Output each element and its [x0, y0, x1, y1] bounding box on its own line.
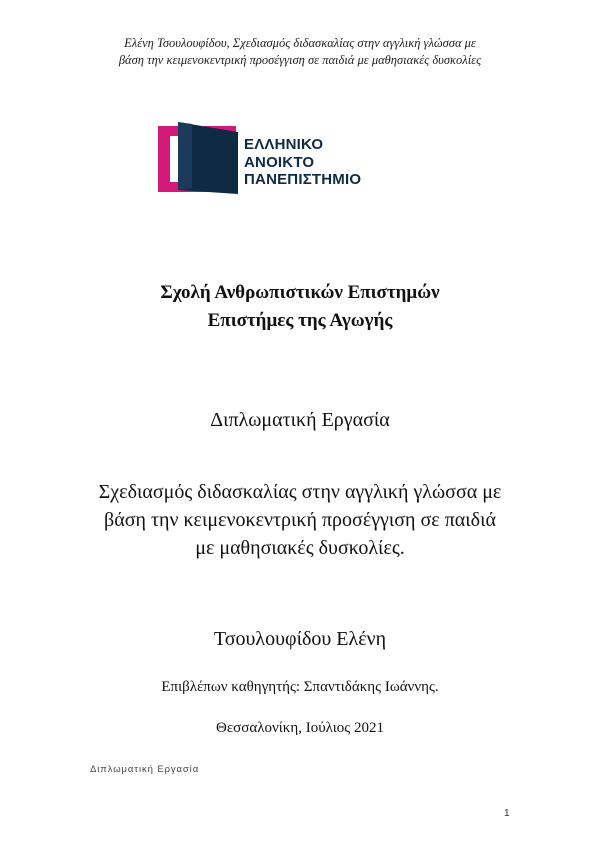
thesis-title-line-3: με μαθησιακές δυσκολίες.: [195, 537, 405, 559]
running-header: [0, 35, 600, 69]
running-header-line-1: Ελένη Τσουλουφίδου, Σχεδιασμός διδασκαλίας στην αγγλική γλώσσα με: [124, 36, 476, 50]
logo-text-line-1: ΕΛΛΗΝΙΚΟ: [244, 136, 324, 153]
author-name: Τσουλουφίδου Ελένη: [213, 628, 387, 650]
logo-wordmark: [244, 136, 361, 189]
thesis-type: Διπλωματική Εργασία: [210, 409, 390, 431]
supervisor: Επιβλέπων καθηγητής: Σπαντιδάκης Ιωάννης.: [161, 679, 439, 695]
thesis-title-line-2: βάση την κειμενοκεντρική προσέγγιση σε παιδιά: [104, 509, 496, 531]
footer-label: Διπλωματική Εργασία: [90, 764, 200, 775]
hou-logo-icon: [158, 122, 242, 198]
university-logo: [158, 122, 388, 198]
logo-text-line-2: ΑΝΟΙΚΤΟ: [244, 153, 315, 171]
thesis-title: [0, 478, 600, 562]
logo-text-line-3: ΠΑΝΕΠΙΣΤΗΜΙΟ: [244, 171, 362, 188]
school-name: Σχολή Ανθρωπιστικών Επιστημών: [160, 282, 440, 303]
place-date: Θεσσαλονίκη, Ιούλιος 2021: [216, 720, 384, 736]
school-heading: [0, 279, 600, 335]
thesis-title-line-1: Σχεδιασμός διδασκαλίας στην αγγλική γλώσσα με: [98, 481, 502, 503]
page-number: 1: [504, 808, 510, 819]
program-name: Επιστήμες της Αγωγής: [207, 310, 393, 331]
running-header-line-2: βάση την κειμενοκεντρική προσέγγιση σε παιδιά με μαθησιακές δυσκολίες: [118, 53, 482, 67]
